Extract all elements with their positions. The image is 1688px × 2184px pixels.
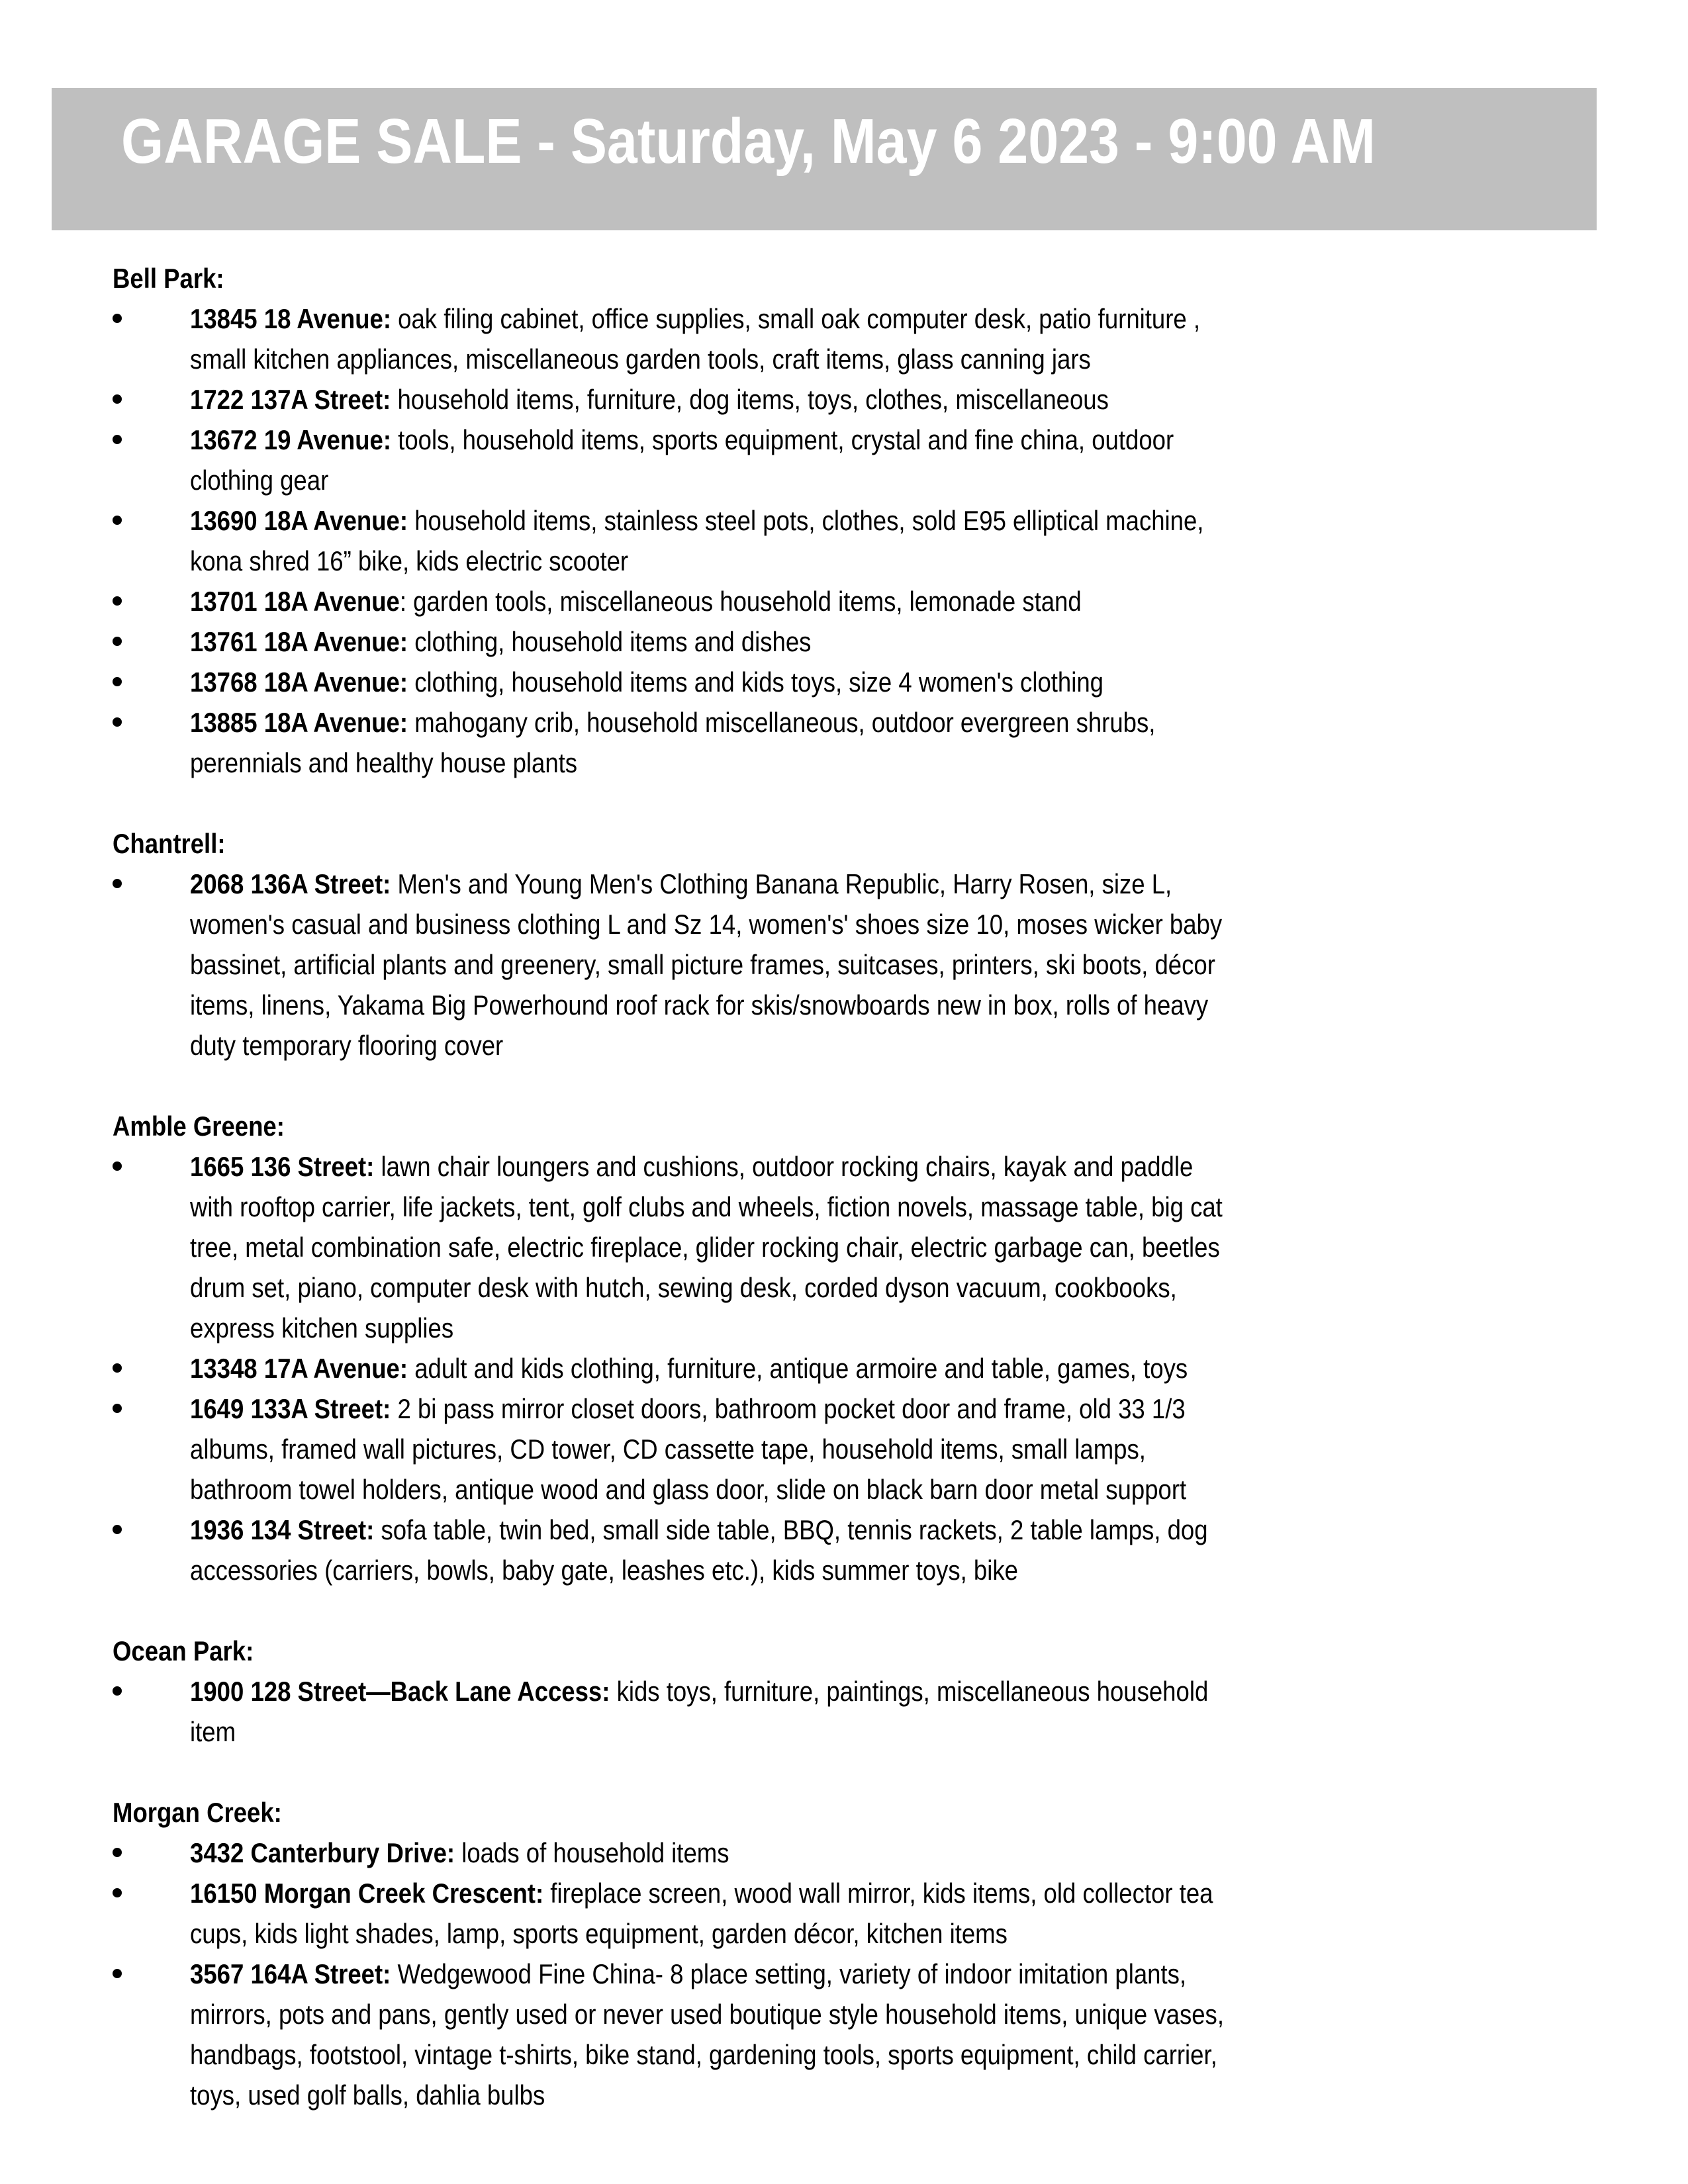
item-description: clothing gear [190,465,329,496]
list-item-text [190,298,1200,339]
item-description: fireplace screen, wood wall mirror, kids items, old collector tea [550,1878,1213,1909]
bullet-icon [113,1363,122,1373]
address: 1722 137A Street: [190,384,391,415]
list-item-first-line [113,1510,1602,1550]
address: 16150 Morgan Creek Crescent: [190,1878,544,1909]
list-item-first-line [113,702,1602,743]
neighbourhood-section [113,258,1602,783]
list-item-text [190,1308,453,1348]
item-description: Wedgewood Fine China- 8 place setting, variety of indoor imitation plants, [397,1958,1187,1989]
list-item-text [190,379,1109,420]
list-item-text [190,1388,1186,1429]
address-list [113,1671,1602,1752]
list-item-first-line [113,581,1602,621]
list-item-text [190,1429,1146,1469]
section-heading [113,823,1602,864]
list-item-continuation [113,2034,1602,2075]
address: 13690 18A Avenue: [190,505,408,536]
list-item-first-line [113,379,1602,420]
bullet-icon [113,637,122,646]
address: 13348 17A Avenue: [190,1353,408,1384]
list-item-text [190,702,1155,743]
section-heading-text: Ocean Park: [113,1635,254,1666]
list-item-continuation [113,904,1602,944]
list-item-text [190,944,1215,985]
list-item [113,621,1602,662]
list-item-continuation [113,1429,1602,1469]
item-description: clothing, household items and dishes [414,626,812,657]
item-description: accessories (carriers, bowls, baby gate, leashes etc.), kids summer toys, bike [190,1555,1018,1586]
list-item-text [190,904,1222,944]
list-item-text [190,743,577,783]
list-item-text [190,1671,1208,1711]
list-item-first-line [113,1873,1602,1913]
item-description: express kitchen supplies [190,1312,454,1343]
list-item-continuation [113,1187,1602,1227]
bullet-icon [113,314,122,323]
list-item-continuation [113,1227,1602,1267]
item-description: small kitchen appliances, miscellaneous garden tools, craft items, glass canning jars [190,343,1091,375]
list-item-text [190,864,1172,904]
item-description: mahogany crib, household miscellaneous, outdoor evergreen shrubs, [414,707,1156,738]
bullet-icon [113,435,122,444]
item-description: drum set, piano, computer desk with hutch, sewing desk, corded dyson vacuum, cookbooks, [190,1272,1177,1303]
list-item-continuation [113,1913,1602,1954]
item-description: mirrors, pots and pans, gently used or never used boutique style household items, unique vases, [190,1999,1224,2030]
list-item-text [190,2034,1217,2075]
list-item-text [190,1833,729,1873]
list-item [113,1954,1602,2115]
list-item [113,1388,1602,1510]
bullet-icon [113,394,122,404]
item-description: cups, kids light shades, lamp, sports equipment, garden décor, kitchen items [190,1918,1008,1949]
list-item [113,1348,1602,1388]
item-description: oak filing cabinet, office supplies, small oak computer desk, patio furniture , [398,303,1201,334]
title-banner [52,88,1597,230]
list-item-first-line [113,1671,1602,1711]
item-description: household items, stainless steel pots, clothes, sold E95 elliptical machine, [414,505,1204,536]
list-item-continuation [113,2075,1602,2115]
item-description: toys, used golf balls, dahlia bulbs [190,2079,545,2111]
list-item [113,581,1602,621]
list-item-continuation [113,1994,1602,2034]
item-description: loads of household items [461,1837,729,1868]
address: 3567 164A Street: [190,1958,391,1989]
item-description: garden tools, miscellaneous household items, lemonade stand [413,586,1082,617]
list-item-continuation [113,1308,1602,1348]
item-description: 2 bi pass mirror closet doors, bathroom pocket door and frame, old 33 1/3 [397,1393,1186,1424]
list-item-continuation [113,339,1602,379]
list-item-text [190,581,1082,621]
item-description: adult and kids clothing, furniture, antique armoire and table, games, toys [414,1353,1188,1384]
list-item [113,298,1602,379]
item-description: household items, furniture, dog items, toys, clothes, miscellaneous [397,384,1109,415]
list-item-text [190,1954,1186,1994]
bullet-icon [113,1404,122,1413]
list-item-continuation [113,1025,1602,1066]
list-item-continuation [113,743,1602,783]
section-heading [113,1631,1602,1671]
bullet-icon [113,677,122,686]
list-item-text [190,541,628,581]
address-colon: : [399,586,407,617]
list-item [113,662,1602,702]
list-item-text [190,1348,1188,1388]
item-description: items, linens, Yakama Big Powerhound roof rack for skis/snowboards new in box, rolls of heavy [190,989,1209,1021]
list-item [113,379,1602,420]
bullet-icon [113,1888,122,1897]
address: 13768 18A Avenue: [190,666,408,698]
list-item [113,500,1602,581]
list-item-text [190,2075,545,2115]
item-description: Men's and Young Men's Clothing Banana Republic, Harry Rosen, size L, [397,868,1172,899]
list-item-first-line [113,1833,1602,1873]
list-item-text [190,1873,1213,1913]
section-spacer [113,1066,1602,1106]
address: 1665 136 Street: [190,1151,375,1182]
page-title: GARAGE SALE - Saturday, May 6 2023 - 9:00 AM [121,106,1376,177]
bullet-icon [113,1525,122,1534]
address: 13701 18A Avenue [190,586,400,617]
address: 13672 19 Avenue: [190,424,392,455]
section-heading [113,258,1602,298]
list-item-first-line [113,420,1602,460]
list-item-first-line [113,1388,1602,1429]
list-item [113,1671,1602,1752]
section-spacer [113,1590,1602,1631]
bullet-icon [113,1161,122,1171]
list-item-first-line [113,662,1602,702]
list-item-continuation [113,1267,1602,1308]
list-item-first-line [113,1146,1602,1187]
list-item-first-line [113,864,1602,904]
list-item [113,1833,1602,1873]
address: 13845 18 Avenue: [190,303,392,334]
list-item-first-line [113,1954,1602,1994]
item-description: bassinet, artificial plants and greenery, small picture frames, suitcases, printers, ski boots, décor [190,949,1215,980]
section-heading-text: Bell Park: [113,263,224,294]
list-item-continuation [113,1469,1602,1510]
address: 2068 136A Street: [190,868,391,899]
list-item-text [190,1187,1223,1227]
section-heading-text: Morgan Creek: [113,1797,282,1828]
list-item-text [190,460,328,500]
bullet-icon [113,1686,122,1696]
list-item-text [190,1469,1186,1510]
section-heading [113,1106,1602,1146]
neighbourhood-section [113,1792,1602,2115]
list-item-text [190,420,1174,460]
address: 1900 128 Street—Back Lane Access: [190,1676,610,1707]
list-item-text [190,1267,1177,1308]
address: 3432 Canterbury Drive: [190,1837,455,1868]
list-item-text [190,1711,236,1752]
item-description: kids toys, furniture, paintings, miscellaneous household [616,1676,1209,1707]
item-description: women's casual and business clothing L and Sz 14, women's' shoes size 10, moses wicker baby [190,909,1223,940]
address-list [113,1833,1602,2115]
list-item-text [190,662,1103,702]
bullet-icon [113,1969,122,1978]
item-description: handbags, footstool, vintage t-shirts, bike stand, gardening tools, sports equipment, child carrier, [190,2039,1217,2070]
section-heading-text: Amble Greene: [113,1111,285,1142]
address: 13761 18A Avenue: [190,626,408,657]
list-item-continuation [113,985,1602,1025]
address: 1649 133A Street: [190,1393,391,1424]
list-item [113,864,1602,1066]
item-description: sofa table, twin bed, small side table, BBQ, tennis rackets, 2 table lamps, dog [381,1514,1208,1545]
list-item-text [190,1550,1018,1590]
section-spacer [113,783,1602,823]
list-item-first-line [113,1348,1602,1388]
item-description: albums, framed wall pictures, CD tower, CD cassette tape, household items, small lamps, [190,1433,1146,1465]
neighbourhood-section [113,1106,1602,1590]
list-item-first-line [113,298,1602,339]
list-item-continuation [113,541,1602,581]
list-item-first-line [113,621,1602,662]
item-description: tree, metal combination safe, electric fireplace, glider rocking chair, electric garbage can, beetles [190,1232,1220,1263]
neighbourhood-section [113,1631,1602,1752]
list-item [113,420,1602,500]
item-description: perennials and healthy house plants [190,747,578,778]
bullet-icon [113,1848,122,1857]
list-item-text [190,985,1208,1025]
list-item [113,1510,1602,1590]
item-description: with rooftop carrier, life jackets, tent, golf clubs and wheels, fiction novels, massage table, big cat [190,1191,1223,1222]
list-item [113,1146,1602,1348]
item-description: clothing, household items and kids toys, size 4 women's clothing [414,666,1104,698]
address-list [113,1146,1602,1590]
list-item [113,702,1602,783]
list-item-text [190,1025,503,1066]
list-item-text [190,1227,1220,1267]
item-description: lawn chair loungers and cushions, outdoor rocking chairs, kayak and paddle [381,1151,1194,1182]
list-item-text [190,1146,1193,1187]
bullet-icon [113,879,122,888]
item-description: kona shred 16” bike, kids electric scooter [190,545,629,576]
neighbourhood-section [113,823,1602,1066]
address: 1936 134 Street: [190,1514,375,1545]
section-spacer [113,1752,1602,1792]
sale-listings [113,258,1602,2115]
item-description: bathroom towel holders, antique wood and glass door, slide on black barn door metal support [190,1474,1187,1505]
section-heading-text: Chantrell: [113,828,226,859]
list-item-continuation [113,1711,1602,1752]
list-item-text [190,621,811,662]
bullet-icon [113,717,122,727]
list-item-continuation [113,460,1602,500]
list-item-text [190,339,1091,379]
list-item [113,1873,1602,1954]
address-list [113,298,1602,783]
list-item-first-line [113,500,1602,541]
address: 13885 18A Avenue: [190,707,408,738]
item-description: item [190,1716,236,1747]
address-list [113,864,1602,1066]
item-description: duty temporary flooring cover [190,1030,504,1061]
list-item-text [190,1994,1224,2034]
item-description: tools, household items, sports equipment, crystal and fine china, outdoor [398,424,1174,455]
list-item-continuation [113,1550,1602,1590]
list-item-text [190,1510,1208,1550]
bullet-icon [113,596,122,606]
list-item-continuation [113,944,1602,985]
list-item-text [190,1913,1008,1954]
list-item-text [190,500,1203,541]
bullet-icon [113,516,122,525]
section-heading [113,1792,1602,1833]
